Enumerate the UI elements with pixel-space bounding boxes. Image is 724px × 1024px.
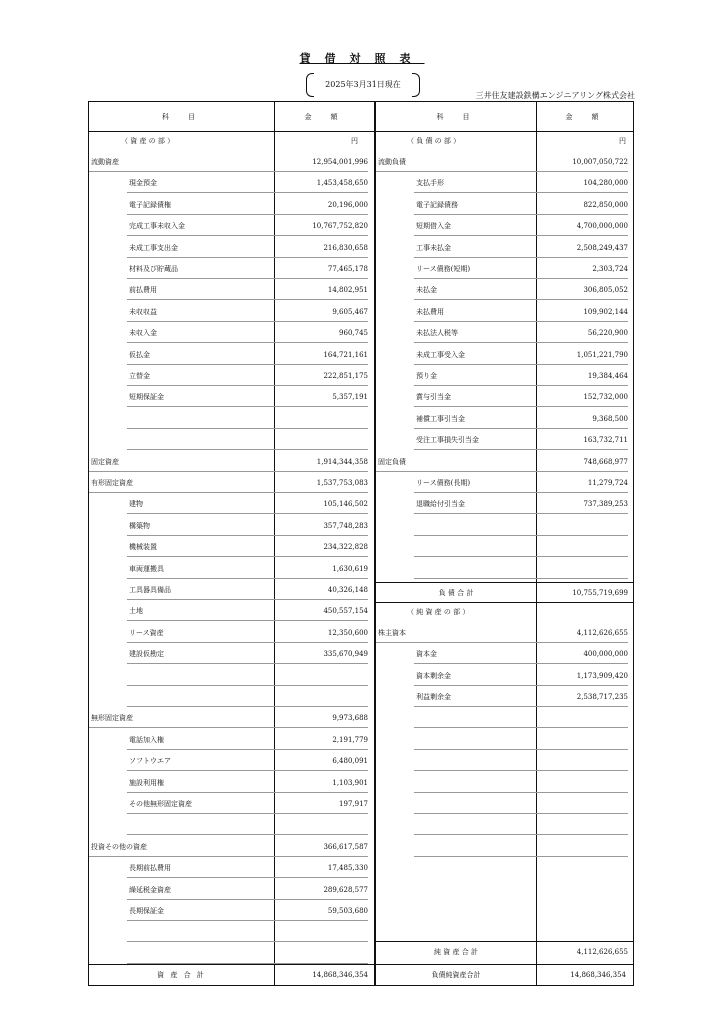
right-row-label: リース債務(短期) — [416, 265, 471, 273]
left-row-line — [127, 749, 368, 750]
left-row-amount: 5,357,191 — [332, 393, 368, 402]
header-divider — [89, 131, 633, 132]
left-row-amount: 105,146,502 — [323, 500, 368, 509]
left-row-line — [127, 428, 368, 429]
left-row-line — [89, 171, 368, 172]
left-row-line — [127, 663, 368, 664]
left-row-amount: 357,748,283 — [323, 521, 368, 530]
left-row-amount: 234,322,828 — [323, 543, 368, 552]
header-item-right: 科 目 — [436, 113, 476, 121]
right-row-line — [414, 535, 628, 536]
right-row-label: 退職給付引当金 — [416, 500, 465, 509]
left-row-line — [127, 813, 368, 814]
left-row-label: 有形固定資産 — [91, 479, 133, 487]
left-row-label: 繰延税金資産 — [129, 885, 171, 894]
right-row-amount: 9,368,500 — [592, 414, 628, 423]
left-row-amount: 366,617,587 — [323, 842, 368, 851]
left-row-label: ソフトウエア — [129, 757, 171, 766]
right-row-line — [414, 813, 628, 814]
left-row-line — [127, 385, 368, 386]
right-row-line — [414, 556, 628, 557]
left-row-label: 完成工事未収入金 — [129, 222, 185, 231]
left-row-line — [89, 471, 368, 472]
left-row-line — [127, 899, 368, 900]
left-row-amount: 197,917 — [339, 800, 368, 808]
right-row-label: 未払費用 — [416, 307, 444, 316]
left-row-label: 電話加入権 — [129, 735, 164, 744]
date-box — [306, 73, 420, 97]
liabilities-total-line — [376, 582, 634, 583]
left-row-line — [127, 192, 368, 193]
left-row-amount: 216,830,658 — [323, 243, 368, 252]
right-row-line — [414, 214, 628, 215]
right-row-label: 受注工事損失引当金 — [416, 436, 479, 445]
right-row-label: 流動負債 — [378, 158, 406, 166]
left-row-amount: 450,557,154 — [323, 607, 368, 616]
net-assets-total-line — [376, 941, 634, 942]
right-row-line — [414, 792, 628, 793]
left-row-line — [89, 727, 368, 728]
right-row-amount: 737,389,253 — [583, 500, 628, 509]
left-row-label: 機械装置 — [129, 543, 157, 552]
right-row-label: 固定負債 — [378, 457, 406, 466]
left-row-line — [127, 406, 368, 407]
right-row-label: 工事未払金 — [416, 243, 451, 252]
right-row-line — [376, 171, 628, 172]
right-row-amount: 1,173,909,420 — [576, 671, 628, 680]
right-row-line — [376, 471, 628, 472]
right-row-line — [414, 321, 628, 322]
left-row-amount: 14,802,951 — [327, 286, 368, 295]
left-row-label: 無形固定資産 — [91, 714, 133, 723]
left-row-label: 仮払金 — [129, 350, 150, 359]
left-row-label: 土地 — [129, 607, 143, 616]
left-row-label: 短期保証金 — [129, 393, 164, 402]
right-row-amount: 109,902,144 — [583, 307, 628, 316]
left-row-amount: 17,485,330 — [327, 864, 368, 873]
left-row-amount: 164,721,161 — [323, 350, 368, 359]
right-row-line — [414, 727, 628, 728]
left-row-amount: 12,350,600 — [327, 628, 368, 637]
left-row-line — [127, 599, 368, 600]
left-row-line — [127, 214, 368, 215]
right-row-amount: 2,538,717,235 — [576, 693, 628, 701]
left-row-line — [127, 535, 368, 536]
left-row-label: 材料及び貯蔵品 — [129, 265, 178, 273]
left-row-line — [127, 941, 368, 942]
unit-left: 円 — [351, 137, 358, 145]
left-row-line — [89, 492, 368, 493]
right-row-line — [414, 770, 628, 771]
left-row-label: 長期保証金 — [129, 907, 164, 915]
left-row-amount: 12,954,001,996 — [312, 158, 368, 166]
right-row-line — [414, 706, 628, 707]
right-row-label: 未払金 — [416, 286, 437, 295]
net-assets-total-amount: 4,112,626,655 — [576, 948, 628, 956]
right-row-line — [414, 685, 628, 686]
as-of-date: 2025年3月31日現在 — [325, 80, 401, 89]
left-row-label: 未収入金 — [129, 329, 157, 338]
right-row-line — [414, 578, 628, 579]
left-row-line — [127, 342, 368, 343]
left-row-line — [127, 449, 368, 450]
left-row-line — [127, 278, 368, 279]
right-row-line — [414, 834, 628, 835]
left-row-amount: 335,670,949 — [323, 650, 368, 659]
assets-total-label: 資 産 合 計 — [157, 971, 206, 979]
right-row-line — [376, 642, 628, 643]
left-row-line — [127, 792, 368, 793]
left-row-label: 固定資産 — [91, 457, 119, 466]
right-row-label: リース債務(長期) — [416, 479, 471, 487]
liabilities-total-amount: 10,755,719,699 — [572, 589, 628, 597]
right-row-label: 利益剰余金 — [416, 693, 451, 701]
right-row-amount: 822,850,000 — [583, 200, 628, 209]
header-amount-right: 金 額 — [565, 113, 605, 121]
left-row-amount: 222,851,175 — [323, 372, 368, 380]
net-assets-section-line — [376, 602, 634, 603]
header-amount-left: 金 額 — [304, 113, 344, 121]
right-row-label: 未払法人税等 — [416, 329, 458, 338]
left-row-amount: 77,465,178 — [327, 265, 368, 273]
right-row-amount: 306,805,052 — [583, 286, 628, 295]
right-row-amount: 104,280,000 — [583, 179, 628, 188]
left-row-label: 立替金 — [129, 372, 150, 380]
liabilities-section-label: （ 負 債 の 部 ） — [407, 137, 461, 145]
left-row-amount: 1,630,619 — [332, 564, 368, 573]
left-row-label: 長期前払費用 — [129, 864, 171, 873]
left-row-label: 建物 — [129, 500, 143, 509]
grand-total-amount: 14,868,346,354 — [570, 971, 626, 979]
right-row-label: 未成工事受入金 — [416, 350, 465, 359]
left-row-line — [127, 364, 368, 365]
right-row-amount: 748,668,977 — [583, 457, 628, 466]
header-item-left: 科 目 — [162, 113, 201, 121]
left-row-line — [89, 856, 368, 857]
left-row-line — [127, 620, 368, 621]
left-row-amount: 2,191,779 — [332, 735, 368, 744]
left-row-label: 工具器具備品 — [129, 586, 171, 594]
left-row-label: 電子記録債権 — [129, 200, 171, 209]
left-row-line — [127, 642, 368, 643]
right-row-line — [414, 749, 628, 750]
right-row-label: 支払手形 — [416, 179, 444, 188]
left-row-label: 未収収益 — [129, 307, 157, 316]
right-row-amount: 1,051,221,790 — [576, 350, 628, 359]
right-row-line — [414, 663, 628, 664]
left-row-label: 現金預金 — [129, 179, 157, 188]
right-row-amount: 2,508,249,437 — [576, 243, 628, 252]
net-assets-section-label: （ 純 資 産 の 部 ） — [407, 608, 470, 617]
left-row-line — [127, 513, 368, 514]
left-row-amount: 9,973,688 — [332, 714, 368, 723]
right-row-amount: 152,732,000 — [583, 393, 628, 402]
left-row-label: 施設利用権 — [129, 778, 164, 787]
left-row-label: 未成工事支出金 — [129, 243, 178, 252]
left-row-label: その他無形固定資産 — [129, 800, 192, 808]
left-row-amount: 1,914,344,358 — [316, 457, 368, 466]
right-row-line — [414, 428, 628, 429]
right-row-amount: 10,007,050,722 — [572, 158, 628, 166]
left-row-amount: 10,767,752,820 — [312, 222, 368, 231]
right-row-amount: 56,220,900 — [587, 329, 628, 338]
liabilities-total-label: 負 債 合 計 — [438, 589, 474, 597]
right-row-line — [414, 342, 628, 343]
grand-total-label: 負債純資産合計 — [431, 971, 481, 979]
left-row-line — [127, 299, 368, 300]
right-row-line — [414, 235, 628, 236]
left-row-amount: 1,103,901 — [332, 778, 368, 787]
left-row-amount: 9,605,467 — [332, 307, 368, 316]
right-row-label: 資本剰余金 — [416, 671, 451, 680]
left-row-amount: 20,196,000 — [327, 200, 368, 209]
left-row-line — [127, 920, 368, 921]
right-row-amount: 19,384,464 — [587, 372, 628, 380]
right-row-label: 電子記録債務 — [416, 200, 458, 209]
right-row-amount: 11,279,724 — [587, 479, 628, 487]
left-row-line — [127, 685, 368, 686]
right-row-line — [414, 364, 628, 365]
right-row-line — [414, 856, 628, 857]
left-row-line — [127, 770, 368, 771]
right-row-line — [414, 299, 628, 300]
right-row-line — [414, 385, 628, 386]
left-row-line — [127, 556, 368, 557]
right-row-label: 資本金 — [416, 650, 437, 659]
left-row-label: 構築物 — [129, 521, 150, 530]
left-row-label: リース資産 — [129, 628, 164, 637]
right-row-label: 短期借入金 — [416, 222, 451, 231]
right-row-amount: 2,303,724 — [592, 265, 628, 273]
center-divider — [374, 102, 376, 985]
left-row-label: 投資その他の資産 — [91, 842, 147, 851]
right-row-amount: 163,732,711 — [583, 436, 628, 445]
balance-sheet-table — [88, 101, 634, 986]
right-row-line — [414, 278, 628, 279]
left-row-line — [127, 877, 368, 878]
document-title: 貸借対照表 — [299, 52, 425, 65]
left-row-line — [127, 257, 368, 258]
right-row-amount: 400,000,000 — [583, 650, 628, 659]
left-row-label: 建設仮勘定 — [129, 650, 164, 659]
right-row-line — [414, 406, 628, 407]
left-row-amount: 59,503,680 — [327, 907, 368, 915]
right-row-line — [414, 513, 628, 514]
right-row-label: 賞与引当金 — [416, 393, 451, 402]
left-row-label: 車両運搬具 — [129, 564, 164, 573]
left-row-label: 前払費用 — [129, 286, 157, 295]
company-name: 三井住友建設鉄構エンジニアリング株式会社 — [475, 91, 635, 100]
left-row-line — [127, 706, 368, 707]
assets-section-label: （ 資 産 の 部 ） — [121, 137, 175, 145]
right-row-amount: 4,700,000,000 — [576, 222, 628, 231]
left-row-amount: 960,745 — [339, 329, 368, 338]
left-row-amount: 40,326,148 — [327, 586, 368, 594]
left-row-line — [127, 578, 368, 579]
left-row-line — [127, 321, 368, 322]
right-row-label: 株主資本 — [378, 628, 406, 637]
total-divider — [89, 964, 633, 965]
left-row-amount: 1,537,753,083 — [316, 479, 368, 487]
right-row-line — [414, 449, 628, 450]
right-row-amount: 4,112,626,655 — [576, 628, 628, 637]
left-row-line — [127, 834, 368, 835]
left-row-amount: 6,480,091 — [332, 757, 368, 766]
assets-total-amount: 14,868,346,354 — [312, 971, 368, 979]
left-row-amount: 289,628,577 — [323, 885, 368, 894]
left-row-line — [127, 235, 368, 236]
unit-right: 円 — [619, 137, 626, 145]
right-row-line — [414, 192, 628, 193]
right-row-line — [414, 492, 628, 493]
left-row-label: 流動資産 — [91, 158, 119, 166]
right-row-label: 預り金 — [416, 372, 437, 380]
net-assets-total-label: 純 資 産 合 計 — [434, 948, 478, 956]
right-row-label: 補償工事引当金 — [416, 414, 465, 423]
right-row-line — [414, 257, 628, 258]
left-row-amount: 1,453,458,650 — [316, 179, 368, 188]
